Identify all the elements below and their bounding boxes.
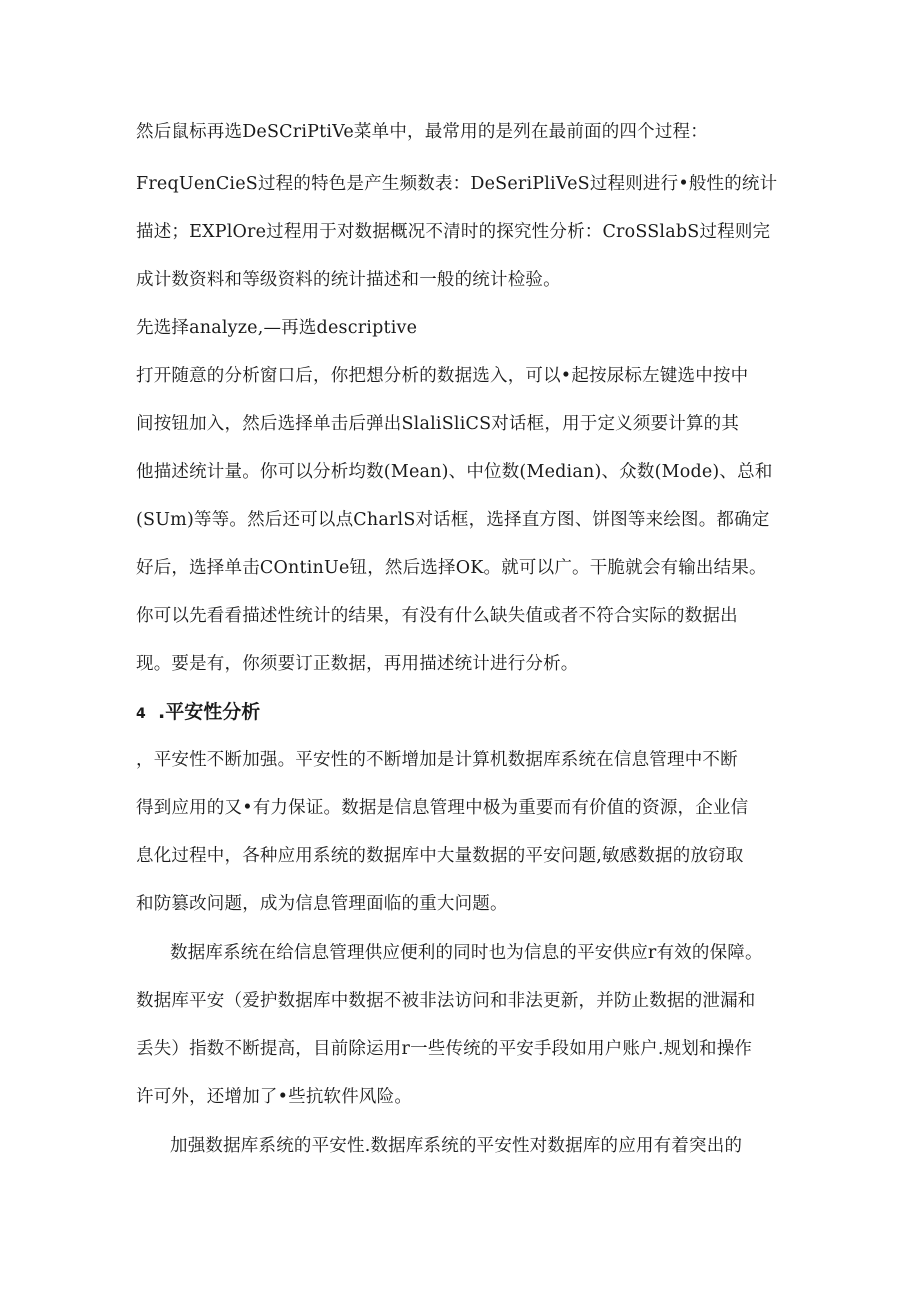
text-line: 加强数据库系统的平安性.数据库系统的平安性对数据库的应用有着突出的 <box>170 1136 743 1156</box>
text-line: 先选择analyze,—再选descriptive <box>136 318 418 338</box>
text-line: FreqUenCieS过程的特色是产生频数表：DeSeriPliVeS过程则进行•般性的统计 <box>136 174 778 194</box>
text-line: 间按钮加入，然后选择单击后弹出SlaliSliCS对话框，用于定义须要计算的其 <box>136 414 740 434</box>
text-line: 得到应用的又•有力保证。数据是信息管理中极为重要而有价值的资源，企业信 <box>136 798 749 818</box>
text-line: 你可以先看看描述性统计的结果，有没有什么缺失值或者不符合实际的数据出 <box>136 606 738 626</box>
text-line: 然后鼠标再选DeSCriPtiVe菜单中，最常用的是列在最前面的四个过程： <box>136 122 708 142</box>
text-line: 丢失）指数不断提高，目前除运用r一些传统的平安手段如用户账户.规划和操作 <box>136 1039 753 1059</box>
text-line: 数据库系统在给信息管理供应便利的同时也为信息的平安供应r有效的保障。 <box>170 943 763 963</box>
text-line: 打开随意的分析窗口后，你把想分析的数据选入，可以•起按尿标左键选中按中 <box>136 366 749 386</box>
section-number: 4 <box>136 706 146 722</box>
text-line: 成计数资料和等级资料的统计描述和一般的统计检验。 <box>136 270 561 290</box>
text-line: 好后，选择单击COntinUe钮，然后选择OK。就可以广。干脆就会有输出结果。 <box>136 558 767 578</box>
text-line: 数据库平安（爱护数据库中数据不被非法访问和非法更新，并防止数据的泄漏和 <box>136 991 756 1011</box>
text-line: 描述；EXPlOre过程用于对数据概况不清时的探究性分析：CroSSlabS过程则完 <box>136 222 771 242</box>
text-line: ，平安性不断加强。平安性的不断增加是计算机数据库系统在信息管理中不断 <box>136 750 738 770</box>
text-line: 和防篡改问题，成为信息管理面临的重大问题。 <box>136 894 508 914</box>
section-title: .平安性分析 <box>158 701 261 723</box>
text-line: 现。要是有，你须要订正数据，再用描述统计进行分析。 <box>136 654 579 674</box>
text-line: (SUm)等等。然后还可以点CharlS对话框，选择直方图、饼图等来绘图。都确定 <box>136 510 770 530</box>
text-line: 许可外，还增加了•些抗软件风险。 <box>136 1087 413 1107</box>
text-line: 息化过程中，各种应用系统的数据库中大量数据的平安问题,敏感数据的放窃取 <box>136 846 744 866</box>
text-line: 他描述统计量。你可以分析均数(Mean)、中位数(Median)、众数(Mode)、总和 <box>136 462 773 482</box>
section-heading <box>136 699 260 727</box>
